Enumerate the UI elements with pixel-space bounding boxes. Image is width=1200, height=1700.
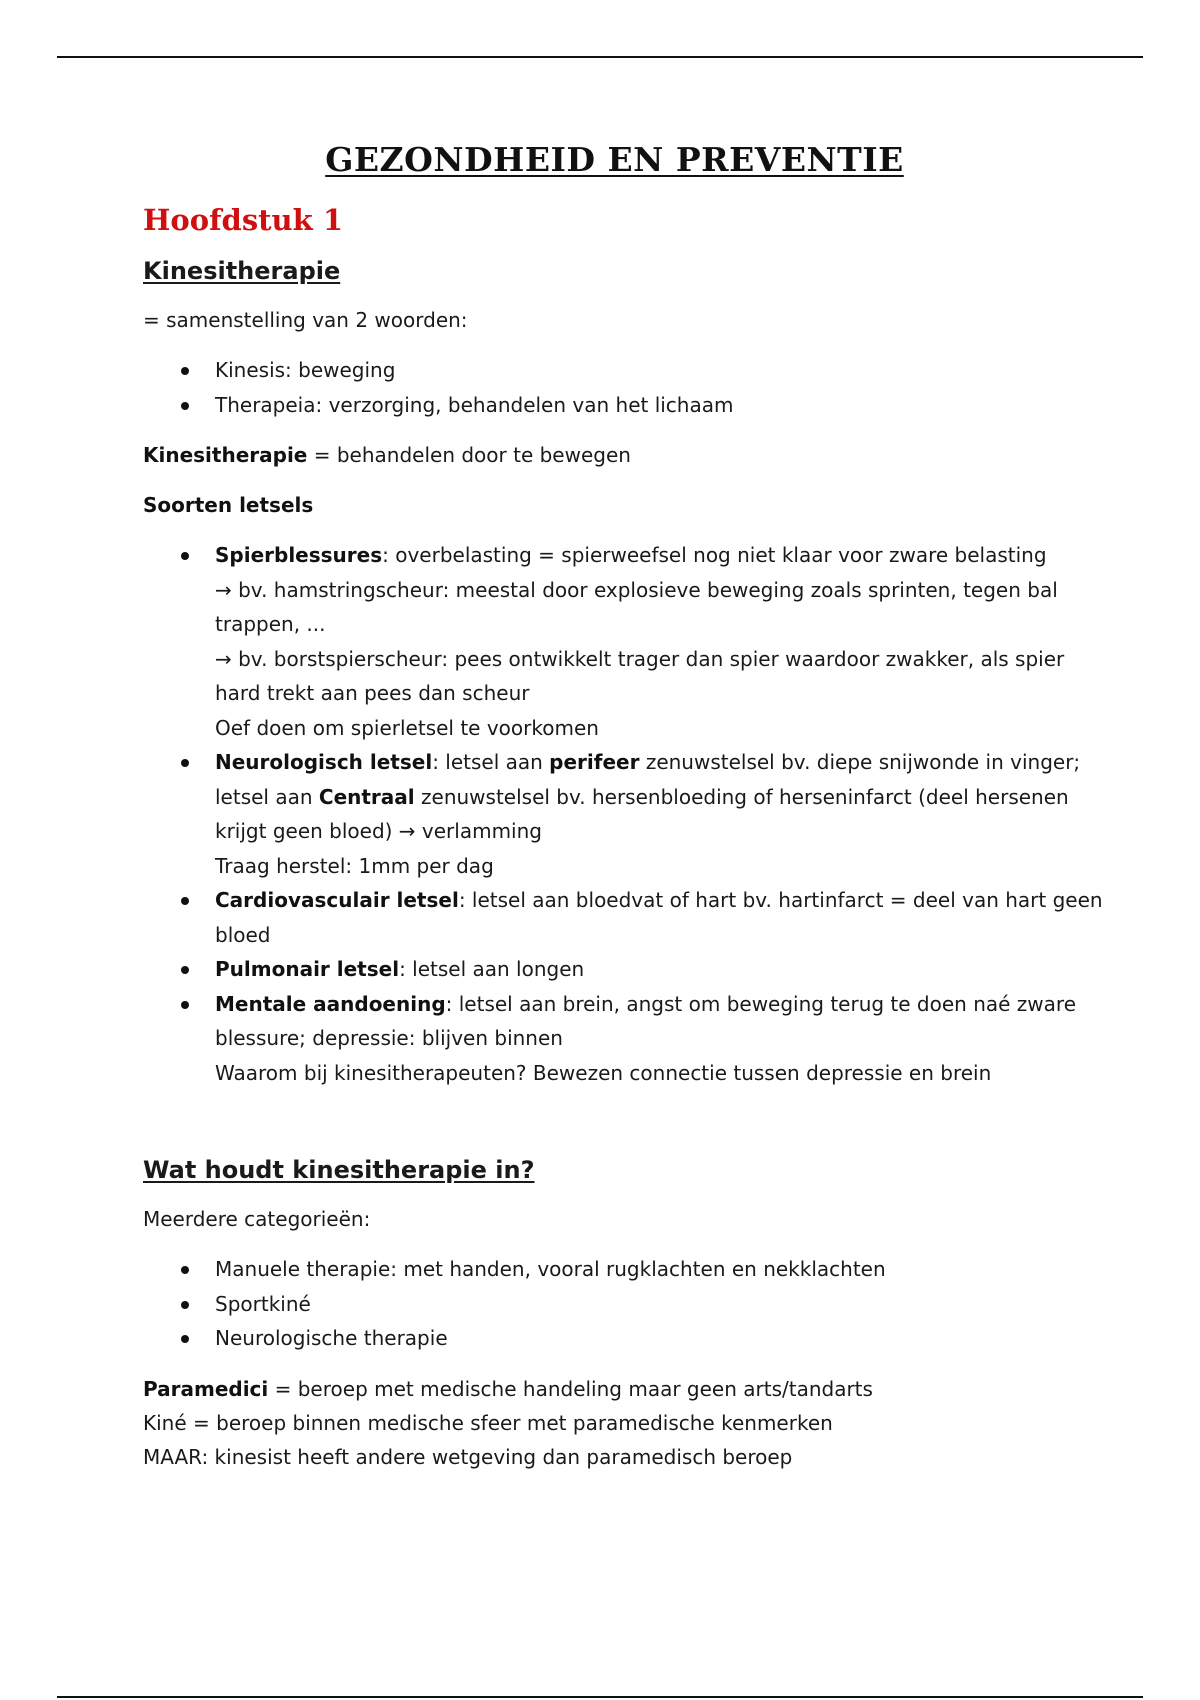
injury-spierblessures: Spierblessures: overbelasting = spierweefsel nog niet klaar voor zware belasting → bv. hamstringscheur: meestal door explosieve beweging zoals sprinten, tegen bal trappen, ... → bv. borstspierscheur: pees ontwikkelt trager dan spier waardoor zwakker, als spier hard trekt aan pees dan scheur Oef doen om spierletsel te voorkomen [215, 538, 1103, 745]
category-list [143, 1252, 1103, 1356]
list-item: Sportkiné [215, 1287, 1103, 1322]
injury-pulmonair: Pulmonair letsel: letsel aan longen [215, 952, 1103, 987]
injury-neurologisch: Neurologisch letsel: letsel aan perifeer zenuwstelsel bv. diepe snijwonde in vinger; letsel aan Centraal zenuwstelsel bv. hersenbloeding of herseninfarct (deel hersenen krijgt geen bloed) → verlamming Traag herstel: 1mm per dag [215, 745, 1103, 883]
top-rule [57, 56, 1143, 58]
document-page [143, 140, 1103, 1474]
section-heading-wat-houdt-in: Wat houdt kinesitherapie in? [143, 1156, 535, 1184]
bottom-rule [57, 1696, 1143, 1698]
example-hamstring: → bv. hamstringscheur: meestal door explosieve beweging zoals sprinten, tegen bal trappen, ... [215, 577, 1058, 636]
prevention-note: Oef doen om spierletsel te voorkomen [215, 715, 599, 740]
depression-note: Waarom bij kinesitherapeuten? Bewezen connectie tussen depressie en brein [215, 1060, 992, 1085]
section-heading-kinesitherapie: Kinesitherapie [143, 257, 341, 285]
list-item: Therapeia: verzorging, behandelen van het lichaam [215, 388, 1103, 423]
injury-cardiovasculair: Cardiovasculair letsel: letsel aan bloedvat of hart bv. hartinfarct = deel van hart geen bloed [215, 883, 1103, 952]
injury-list [143, 538, 1103, 1090]
list-item: Neurologische therapie [215, 1321, 1103, 1356]
injuries-heading: Soorten letsels [143, 493, 314, 517]
chapter-heading: Hoofdstuk 1 [143, 203, 344, 237]
injury-mentaal: Mentale aandoening: letsel aan brein, angst om beweging terug te doen naé zware blessure; depressie: blijven binnen Waarom bij kinesitherapeuten? Bewezen connectie tussen depressie en brein [215, 987, 1103, 1091]
categories-intro: Meerdere categorieën: [143, 1207, 371, 1231]
recovery-note: Traag herstel: 1mm per dag [215, 853, 494, 878]
document-title: GEZONDHEID EN PREVENTIE [325, 140, 904, 179]
definition-text: = behandelen door te bewegen [307, 443, 631, 467]
paramedici-definition: Paramedici = beroep met medische handeling maar geen arts/tandarts [143, 1376, 873, 1401]
list-item: Manuele therapie: met handen, vooral rugklachten en nekklachten [215, 1252, 1103, 1287]
definition-term: Kinesitherapie [143, 443, 308, 467]
kinesitherapie-definition [143, 438, 1103, 472]
list-item: Kinesis: beweging [215, 353, 1103, 388]
word-list [143, 353, 1103, 422]
word-composition-intro: = samenstelling van 2 woorden: [143, 308, 468, 332]
maar-note: MAAR: kinesist heeft andere wetgeving dan paramedisch beroep [143, 1444, 793, 1469]
example-borstspier: → bv. borstspierscheur: pees ontwikkelt trager dan spier waardoor zwakker, als spier hard trekt aan pees dan scheur [215, 646, 1065, 705]
kine-definition: Kiné = beroep binnen medische sfeer met paramedische kenmerken [143, 1410, 833, 1435]
